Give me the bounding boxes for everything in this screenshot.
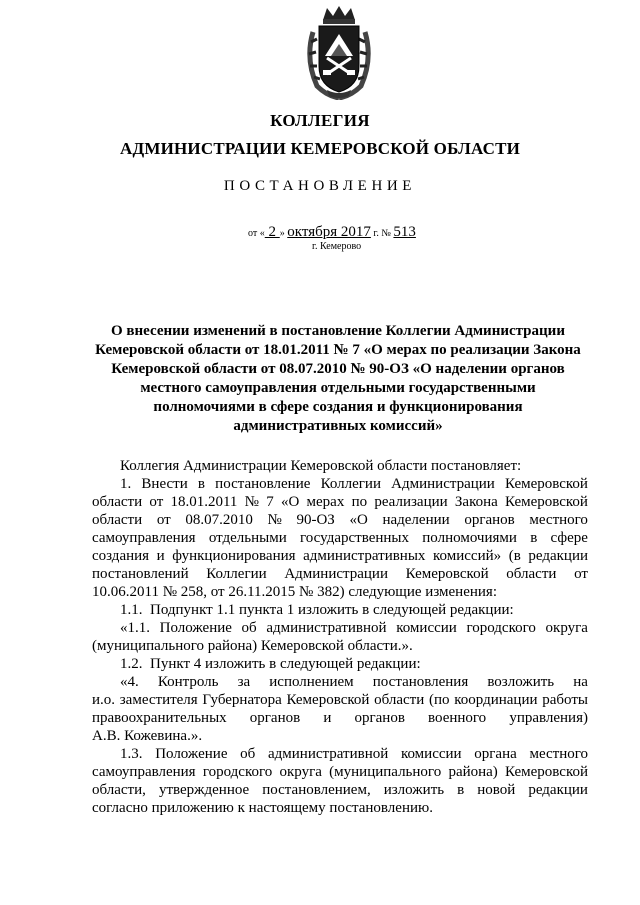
body-line (92, 655, 588, 673)
body-line (92, 583, 588, 601)
body-text: Коллегия Администрации Кемеровской области постановляет: (120, 458, 522, 474)
body-word: органов (464, 512, 515, 528)
body-line (92, 601, 588, 619)
body-word: мерах (306, 494, 345, 510)
body-word: и.о. (92, 692, 116, 708)
body-word: об (240, 746, 256, 762)
body-word: сфере (550, 530, 588, 546)
body-word: области (92, 494, 143, 510)
body-word: постановление (215, 476, 311, 492)
body-word: функционирования (172, 548, 296, 564)
body-word: военного (428, 710, 487, 726)
body-word: округа (279, 764, 322, 780)
title-line: Кемеровской области от 18.01.2011 № 7 «О мерах по реализации Закона (95, 342, 581, 358)
body-word: области, (92, 782, 146, 798)
body-word: Внести (141, 476, 188, 492)
title-line: административных комиссий» (233, 418, 443, 434)
body-word: «1.1. (120, 620, 150, 636)
body-word: административной (266, 620, 387, 636)
body-word: управления) (509, 710, 588, 726)
body-word: Кемеровской (505, 494, 588, 510)
body-word: самоуправления (92, 530, 196, 546)
body-word: Кемеровской (505, 764, 588, 780)
body-word: 1. (120, 476, 132, 492)
body-word: комиссий» (433, 548, 502, 564)
body-word: Коллегии (206, 566, 267, 582)
body-word: самоуправления (92, 764, 196, 780)
body-word: Кемеровской (405, 566, 489, 582)
body-word: А.В. Кожевина.». (92, 728, 203, 744)
body-word: и (323, 710, 332, 726)
title-line: местного самоуправления отдельными государственными (140, 380, 536, 396)
body-word: согласно приложению к настоящему постановлению. (92, 800, 433, 816)
body-word: возложить (487, 674, 555, 690)
body-word: в (530, 530, 538, 546)
body-line (92, 637, 588, 655)
body-line (92, 763, 588, 781)
body-text: 1.2. Пункт 4 изложить в следующей редакции: (120, 656, 421, 672)
body-word: координации (454, 692, 538, 708)
date-month-year: октября 2017 (287, 224, 371, 240)
body-line (92, 457, 588, 475)
body-word: местного (529, 746, 588, 762)
date-prefix: от « (248, 228, 265, 239)
body-line (92, 691, 588, 709)
body-line (92, 709, 588, 727)
body-word: 90-ОЗ (296, 512, 335, 528)
body-line (92, 547, 588, 565)
body-word: органов (354, 710, 405, 726)
body-word: комиссии (400, 746, 462, 762)
body-word: редакции (528, 548, 588, 564)
date-number-line (248, 224, 416, 241)
body-line (92, 727, 588, 745)
body-word: отдельными (208, 530, 287, 546)
body-word: за (237, 674, 251, 690)
body-word: Администрации (284, 566, 388, 582)
body-word: государственных (300, 530, 409, 546)
body-word: от (149, 494, 164, 510)
document-body (92, 457, 588, 817)
body-word: от (156, 512, 171, 528)
body-word: заместителя (119, 692, 198, 708)
body-word: (муниципального района) Кемеровской области.». (92, 638, 413, 654)
body-word: в (197, 476, 205, 492)
body-word: административных (303, 548, 426, 564)
body-word: и (156, 548, 165, 564)
body-word: округа (545, 620, 588, 636)
body-word: об (241, 620, 257, 636)
body-word: городского (202, 764, 273, 780)
body-word: работы (542, 692, 588, 708)
body-word: постановления (372, 674, 469, 690)
organization-line-2: АДМИНИСТРАЦИИ КЕМЕРОВСКОЙ ОБЛАСТИ (119, 139, 521, 158)
document-type: ПОСТАНОВЛЕНИЕ (223, 178, 417, 194)
body-word: наделении (382, 512, 450, 528)
body-word: «О (349, 512, 368, 528)
body-line (92, 799, 588, 817)
body-word: Положение (155, 746, 228, 762)
body-word: Закона (454, 494, 498, 510)
body-word: области (374, 692, 425, 708)
body-word: Положение (159, 620, 232, 636)
body-word: постановлений (92, 566, 189, 582)
date-year-suffix: г. (370, 228, 379, 239)
body-word: постановлением, (262, 782, 371, 798)
title-line: О внесении изменений в постановление Коллегии Администрации (111, 323, 565, 339)
body-word: № (267, 512, 282, 528)
document-number: 513 (393, 224, 416, 240)
body-line (92, 529, 588, 547)
body-word: правоохранительных (92, 710, 227, 726)
body-word: по (351, 494, 368, 510)
body-word: области (92, 512, 143, 528)
body-line (92, 619, 588, 637)
body-word: органа (474, 746, 517, 762)
body-word: Кемеровской (286, 692, 370, 708)
body-line (92, 475, 588, 493)
body-word: (муниципального (329, 764, 442, 780)
body-text: 1.1. Подпункт 1.1 пункта 1 изложить в следующей редакции: (120, 602, 514, 618)
title-line: Кемеровской области от 08.07.2010 № 90-ОЗ «О наделении органов (111, 361, 565, 377)
body-word: местного (529, 512, 588, 528)
city-name: г. Кемерово (312, 241, 362, 252)
number-prefix: № (378, 228, 394, 239)
body-word: редакции (528, 782, 588, 798)
body-word: от (574, 566, 588, 582)
body-line (92, 781, 588, 799)
body-word: административной (268, 746, 389, 762)
body-word: (по (429, 692, 450, 708)
body-word: городского (466, 620, 536, 636)
body-word: в (457, 782, 465, 798)
body-line (92, 511, 588, 529)
body-word: новой (477, 782, 516, 798)
coat-of-arms-emblem (303, 4, 375, 100)
body-word: Контроль (157, 674, 219, 690)
body-word: на (573, 674, 588, 690)
organization-line-1: КОЛЛЕГИЯ (270, 111, 370, 130)
body-word: полномочиями (422, 530, 517, 546)
body-line (92, 565, 588, 583)
body-word: «О (280, 494, 300, 510)
body-word: Губернатора (202, 692, 282, 708)
body-word: 7 (266, 494, 274, 510)
body-word: 18.01.2011 (170, 494, 238, 510)
date-mid: » (279, 228, 288, 239)
body-word: Администрации (391, 476, 495, 492)
body-word: 10.06.2011 № 258, от 26.11.2015 № 382) следующие изменения: (92, 584, 497, 600)
body-word: Кемеровской (505, 476, 588, 492)
body-line (92, 673, 588, 691)
body-word: реализации (374, 494, 448, 510)
body-word: изложить (383, 782, 445, 798)
body-word: органов (249, 710, 301, 726)
date-day: 2 (264, 224, 280, 240)
body-word: (в (508, 548, 521, 564)
body-line (92, 493, 588, 511)
body-word: № (244, 494, 259, 510)
body-line (92, 745, 588, 763)
body-word: 1.3. (120, 746, 143, 762)
body-word: комиссии (396, 620, 457, 636)
body-word: исполнением (269, 674, 354, 690)
body-word: Коллегии (320, 476, 381, 492)
body-word: создания (92, 548, 150, 564)
body-word: утвержденное (158, 782, 250, 798)
body-word: района) (448, 764, 498, 780)
body-word: «4. (120, 674, 139, 690)
document-title (80, 322, 596, 436)
body-word: 08.07.2010 (185, 512, 253, 528)
title-line: полномочиями в сфере создания и функционирования (153, 399, 523, 415)
body-word: области (506, 566, 557, 582)
